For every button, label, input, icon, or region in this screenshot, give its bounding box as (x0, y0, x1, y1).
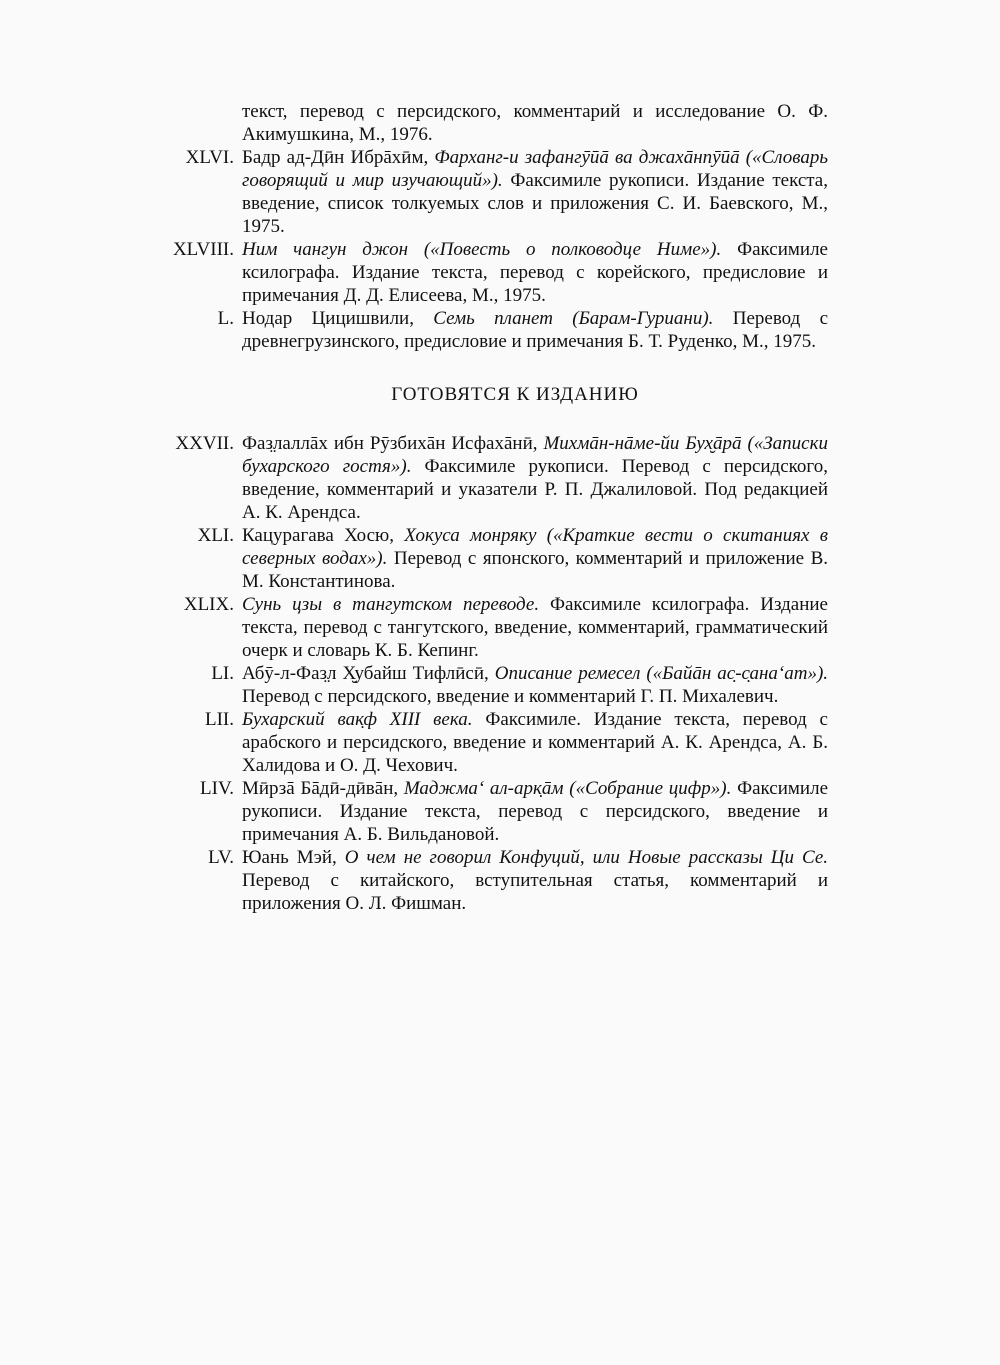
bibliography-entry (172, 432, 828, 524)
entry-body (242, 307, 828, 353)
entry-author: Мӣрзā Бāдӣ-дӣвāн, (242, 778, 399, 799)
entry-title: Бухарский вак̣ф XIII века. (242, 709, 473, 730)
bibliography-entry (172, 846, 828, 915)
bibliography-entry (172, 777, 828, 846)
entry-title: Хокуса монряку («Краткие вести о скитаниях в северных водах»). (242, 525, 828, 569)
bibliography-entry (172, 662, 828, 708)
entry-title: Фарханг-и зафангӯӣā ва джахāнпӯӣā («Словарь говорящий и мир изучающий»). (242, 147, 829, 191)
entry-description: Перевод с японского, комментарий и приложение В. М. Константинова. (242, 548, 829, 592)
entry-author: Фаз̤лаллāх ибн Рӯзбихāн Исфахāнӣ, (242, 433, 538, 454)
bibliography-entry (172, 238, 828, 307)
bibliography-entry (172, 708, 828, 777)
entry-author: Бадр ад-Дӣн Ибрāхӣм, (242, 147, 429, 168)
section-heading: ГОТОВЯТСЯ К ИЗДАНИЮ (391, 384, 639, 405)
bibliography-entry (172, 307, 828, 353)
entry-numeral: XLI. (197, 525, 234, 546)
entry-description: Перевод с древнегрузинского, предисловие и примечания Б. Т. Руденко, М., 1975. (242, 308, 829, 352)
entry-title: Семь планет (Барам-Гуриани). (433, 308, 714, 329)
text-block (172, 100, 828, 915)
entry-title: Описание ремесел («Байāн ас̣-с̣ана‘ат»). (494, 663, 829, 684)
entry-numeral: XLVI. (185, 147, 234, 168)
entry-description: Перевод с персидского, введение и комментарий Г. П. Михалевич. (242, 686, 779, 707)
entry-numeral: XLVIII. (172, 239, 234, 260)
entry-numeral: XLIX. (183, 594, 234, 615)
entry-title: Ним чангун джон («Повесть о полководце Ниме»). (242, 239, 722, 260)
continuation-text: текст, перевод с персидского, комментарий и исследование О. Ф. Акимушкина, М., 1976. (242, 101, 828, 145)
entry-body (242, 146, 828, 238)
forthcoming-list (172, 432, 828, 915)
bibliography-entry (172, 146, 828, 238)
entry-body (242, 524, 828, 593)
entry-description: Перевод с китайского, вступительная статья, комментарий и приложения О. Л. Фишман. (242, 870, 828, 914)
entry-author: Кацурагава Хосю, (242, 525, 394, 546)
entry-title: О чем не говорил Конфуций, или Новые рассказы Ци Се. (344, 847, 829, 868)
entry-body (242, 238, 828, 307)
entry-numeral: LII. (204, 709, 234, 730)
bibliography-entry (172, 593, 828, 662)
entry-body (242, 432, 828, 524)
entry-body (242, 846, 828, 915)
entry-description: Факсимиле ксилографа. Издание текста, перевод с корейского, предисловие и примечания Д. Д. Елисеева, М., 1975. (242, 239, 828, 306)
entry-description: Факсимиле рукописи. Издание текста, перевод с персидского, введение и примечания А. Б. Вильдановой. (242, 778, 829, 845)
entry-author: Юань Мэй, (242, 847, 337, 868)
entry-description: Факсимиле рукописи. Перевод с персидского, введение, комментарий и указатели Р. П. Джалиловой. Под редакцией А. К. Арендса. (242, 456, 828, 523)
entry-title: Маджма‘ ал-арк̣āм («Собрание цифр»). (403, 778, 732, 799)
entry-numeral: LV. (208, 847, 234, 868)
entry-numeral: LI. (211, 663, 234, 684)
entry-author: Нодар Цицишвили, (242, 308, 414, 329)
entry-description: Факсимиле. Издание текста, перевод с арабского и персидского, введение и комментарий А. К. Арендса, А. Б. Халидова и О. Д. Чехович. (242, 709, 828, 776)
entry-numeral: XXVII. (175, 433, 234, 454)
entry-numeral: L. (217, 308, 234, 329)
entry-body (242, 662, 828, 708)
entry-body (242, 708, 828, 777)
entry-author: Абӯ-л-Фаз̤л Х̮убайш Тифлӣсӣ, (242, 663, 489, 684)
entry-body (242, 593, 828, 662)
entry-numeral: LIV. (200, 778, 234, 799)
bibliography-entry (172, 524, 828, 593)
published-list (172, 146, 828, 353)
entry-description: Факсимиле рукописи. Издание текста, введение, список толкуемых слов и приложения С. И. Баевского, М., 1975. (242, 170, 828, 237)
entry-body (242, 777, 828, 846)
entry-title: Михмāн-нāме-йи Бух̮āрā («Записки бухарского гостя»). (242, 433, 828, 477)
entry-title: Сунь цзы в тангутском переводе. (242, 594, 540, 615)
entry-description: Факсимиле ксилографа. Издание текста, перевод с тангутского, введение, комментарий, грамматический очерк и словарь К. Б. Кепинг. (242, 594, 828, 661)
